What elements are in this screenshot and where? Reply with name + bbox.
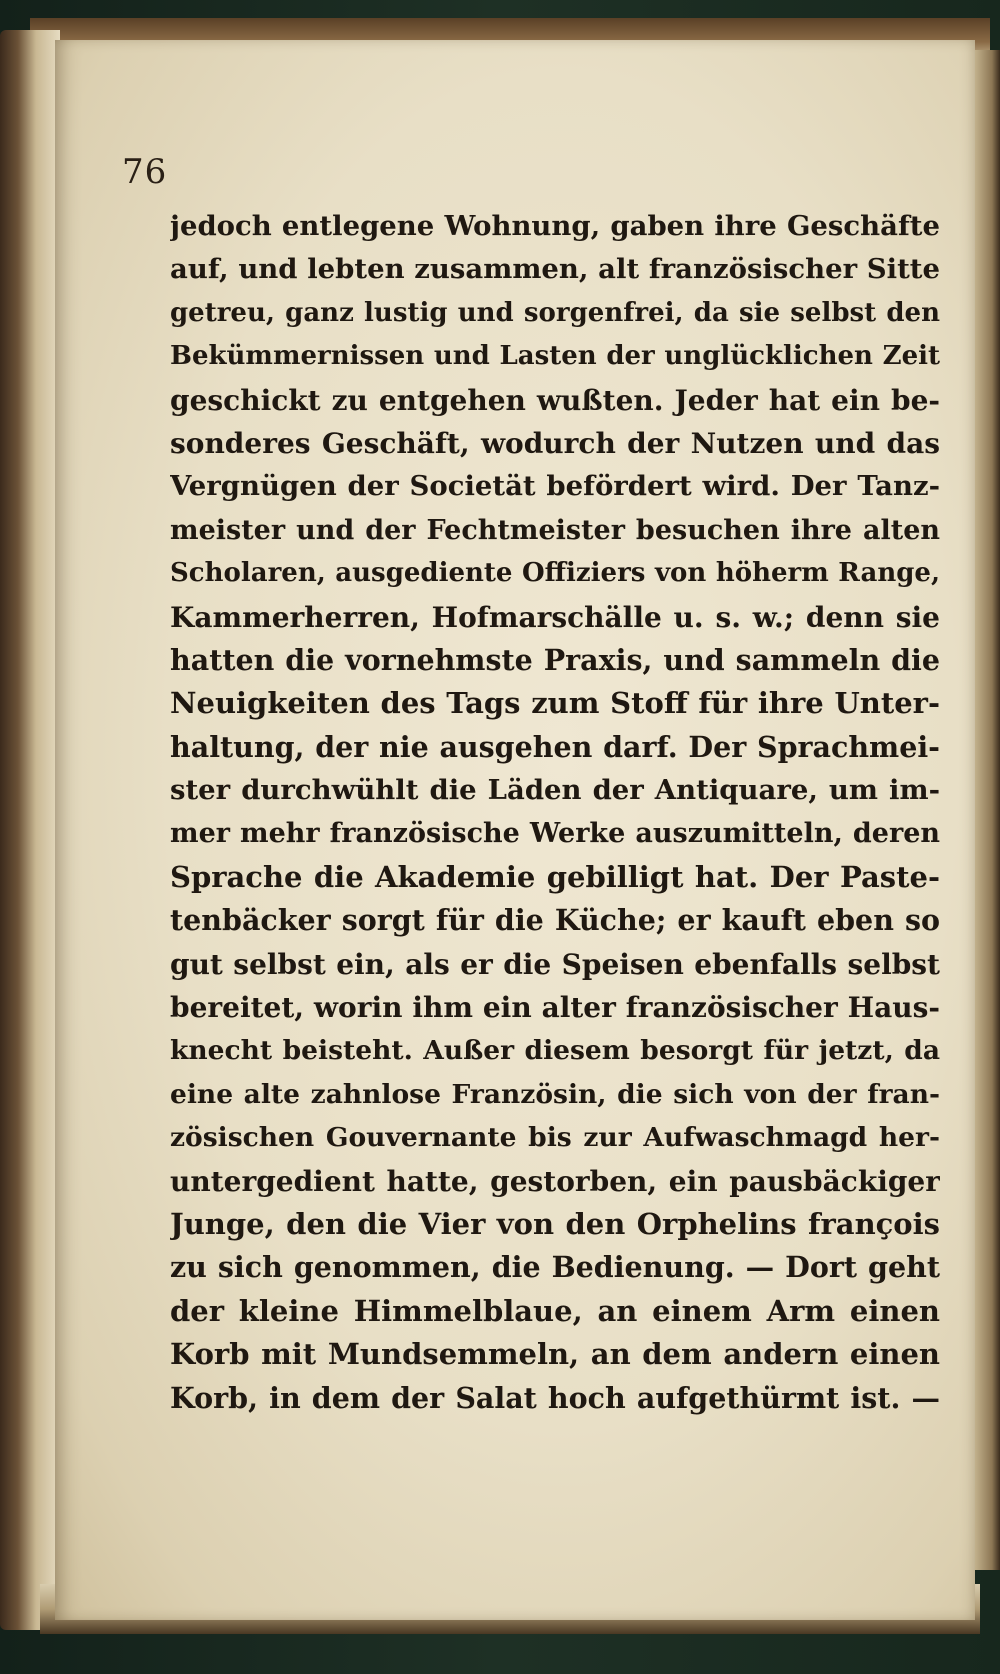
text-line: tenbäcker sorgt für die Küche; er kauft eben so: [170, 903, 940, 938]
text-line: Korb, in dem der Salat hoch aufgethürmt ist. —: [170, 1380, 940, 1415]
text-line: hatten die vornehmste Praxis, und sammeln die: [170, 642, 940, 677]
text-line: Neuigkeiten des Tags zum Stoff für ihre Unter-: [170, 686, 940, 721]
text-line: zu sich genommen, die Bedienung. — Dort geht: [170, 1250, 940, 1285]
text-line: Bekümmernissen und Lasten der unglücklichen Zeit: [170, 341, 940, 372]
text-line: geschickt zu entgehen wußten. Jeder hat ein be-: [170, 383, 940, 417]
text-line: Junge, den die Vier von den Orphelins françois: [170, 1206, 940, 1241]
page-number: 76: [122, 152, 168, 192]
text-line: Vergnügen der Societät befördert wird. Der Tanz-: [170, 470, 940, 503]
text-line: getreu, ganz lustig und sorgenfrei, da sie selbst den: [170, 297, 940, 328]
text-line: Scholaren, ausgediente Offiziers von höherm Range,: [170, 558, 940, 589]
text-line: eine alte zahnlose Französin, die sich von der fran-: [170, 1078, 940, 1110]
text-line: Korb mit Mundsemmeln, an dem andern einen: [170, 1337, 940, 1372]
text-line: untergedient hatte, gestorben, ein pausbäckiger: [170, 1164, 940, 1198]
text-line: Kammerherren, Hofmarschälle u. s. w.; denn sie: [170, 600, 940, 634]
body-text: [170, 205, 940, 1420]
text-line: knecht beisteht. Außer diesem besorgt für jetzt, da: [170, 1035, 940, 1067]
text-line: gut selbst ein, als er die Speisen ebenfalls selbst: [170, 947, 940, 981]
text-line: auf, und lebten zusammen, alt französischer Sitte: [170, 253, 940, 286]
book-spine-edge: [0, 30, 60, 1630]
text-line: ster durchwühlt die Läden der Antiquare, um im-: [170, 774, 940, 807]
text-line: Sprache die Akademie gebilligt hat. Der Paste-: [170, 859, 940, 894]
text-line: meister und der Fechtmeister besuchen ihre alten: [170, 514, 940, 546]
text-line: der kleine Himmelblaue, an einem Arm einen: [170, 1293, 940, 1328]
text-line: mer mehr französische Werke auszumitteln, deren: [170, 818, 940, 850]
text-line: haltung, der nie ausgehen darf. Der Sprachmei-: [170, 729, 940, 764]
text-line: bereitet, worin ihm ein alter französischer Haus-: [170, 991, 940, 1025]
text-line: jedoch entlegene Wohnung, gaben ihre Geschäfte: [170, 210, 940, 242]
text-line: sonderes Geschäft, wodurch der Nutzen und das: [170, 426, 940, 460]
text-line: zösischen Gouvernante bis zur Aufwaschmagd her-: [170, 1122, 940, 1154]
